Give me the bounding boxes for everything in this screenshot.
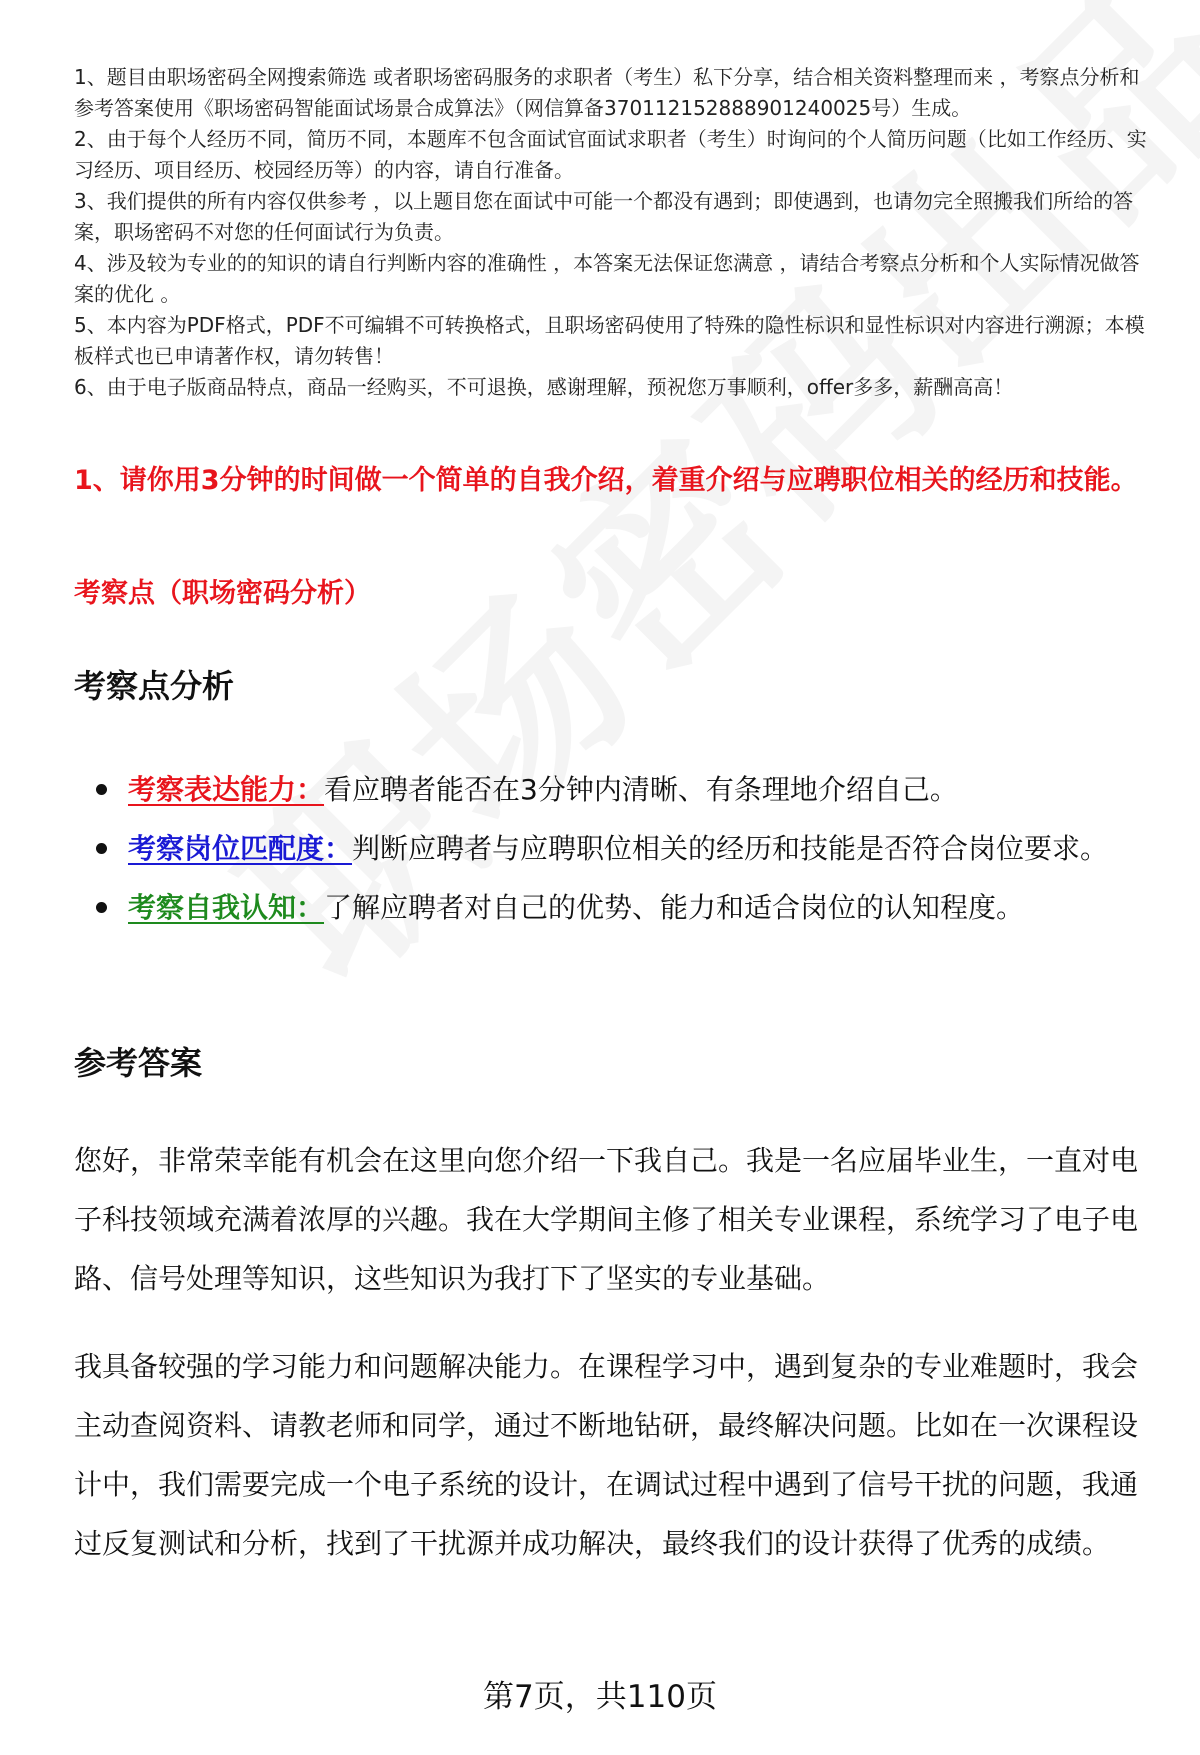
analysis-item [74, 819, 1154, 878]
page-number: 第7页，共110页 [483, 1679, 717, 1715]
bullet-dot-icon [96, 843, 107, 854]
disclaimer-block [74, 62, 1154, 403]
analysis-item [74, 878, 1154, 937]
disclaimer-item: 6、由于电子版商品特点，商品一经购买，不可退换，感谢理解，预祝您万事顺利，offer多多，薪酬高高！ [74, 375, 1014, 399]
analysis-list [74, 760, 1154, 937]
bullet-dot-icon [96, 784, 107, 795]
bullet-dot-icon [96, 902, 107, 913]
analysis-text: 了解应聘者对自己的优势、能力和适合岗位的认知程度。 [324, 891, 1025, 924]
assessment-point-label: 考察点（职场密码分析） [74, 578, 371, 609]
disclaimer-item: 2、由于每个人经历不同，简历不同，本题库不包含面试官面试求职者（考生）时询问的个人简历问题（比如工作经历、实习经历、项目经历、校园经历等）的内容，请自行准备。 [74, 127, 1147, 182]
analysis-text: 看应聘者能否在3分钟内清晰、有条理地介绍自己。 [324, 773, 958, 806]
answer-paragraph: 我具备较强的学习能力和问题解决能力。在课程学习中，遇到复杂的专业难题时，我会主动查阅资料、请教老师和同学，通过不断地钻研，最终解决问题。比如在一次课程设计中，我们需要完成一个电子系统的设计，在调试过程中遇到了信号干扰的问题，我通过反复测试和分析，找到了干扰源并成功解决，最终我们的设计获得了优秀的成绩。 [74, 1350, 1139, 1560]
analysis-term: 考察岗位匹配度： [128, 832, 353, 865]
answer-paragraph: 您好，非常荣幸能有机会在这里向您介绍一下我自己。我是一名应届毕业生，一直对电子科技领域充满着浓厚的兴趣。我在大学期间主修了相关专业课程，系统学习了电子电路、信号处理等知识，这些知识为我打下了坚实的专业基础。 [74, 1144, 1139, 1295]
disclaimer-item: 1、题目由职场密码全网搜索筛选 或者职场密码服务的求职者（考生）私下分享，结合相关资料整理而来 ，考察点分析和参考答案使用《职场密码智能面试场景合成算法》（网信算备370112152888901240025号）生成。 [74, 65, 1140, 120]
question-title: 1、请你用3分钟的时间做一个简单的自我介绍，着重介绍与应聘职位相关的经历和技能。 [74, 465, 1138, 496]
analysis-term: 考察自我认知： [128, 891, 325, 924]
disclaimer-item: 3、我们提供的所有内容仅供参考 ，以上题目您在面试中可能一个都没有遇到；即使遇到，也请勿完全照搬我们所给的答案，职场密码不对您的任何面试行为负责。 [74, 189, 1134, 244]
disclaimer-item: 5、本内容为PDF格式，PDF不可编辑不可转换格式，且职场密码使用了特殊的隐性标识和显性标识对内容进行溯源；本模板样式也已申请著作权，请勿转售！ [74, 313, 1145, 368]
disclaimer-item: 4、涉及较为专业的的知识的请自行判断内容的准确性 ，本答案无法保证您满意 ，请结合考察点分析和个人实际情况做答案的优化 。 [74, 251, 1140, 306]
analysis-heading: 考察点分析 [74, 667, 235, 705]
answer-body [74, 1131, 1154, 1602]
analysis-item [74, 760, 1154, 819]
answer-heading: 参考答案 [74, 1044, 203, 1082]
analysis-text: 判断应聘者与应聘职位相关的经历和技能是否符合岗位要求。 [352, 832, 1109, 865]
analysis-term: 考察表达能力： [128, 773, 325, 806]
